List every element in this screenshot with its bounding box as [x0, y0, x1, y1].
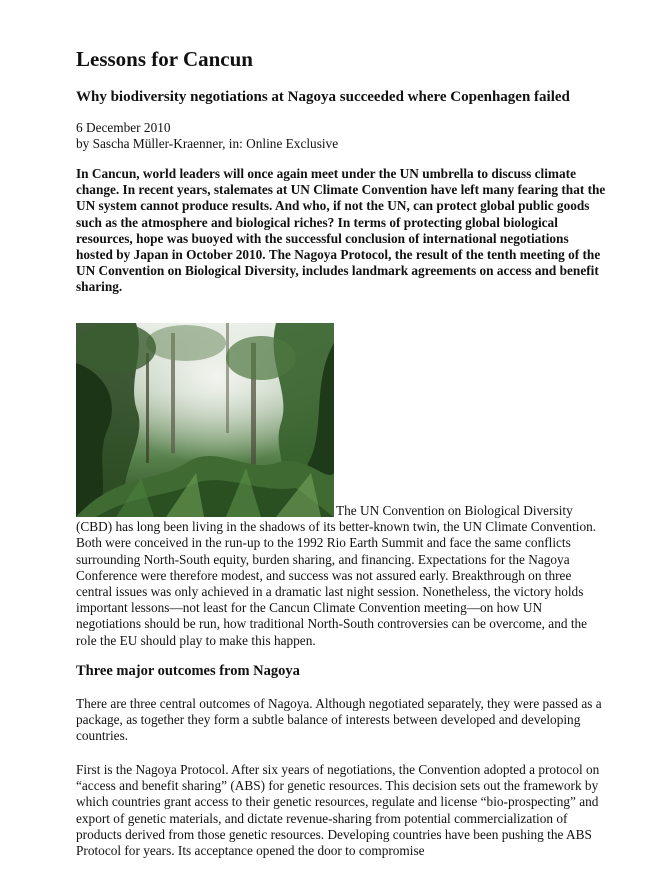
article-paragraph-2: There are three central outcomes of Nagoya. Although negotiated separately, they were passed as a package, as together they form a subtle balance of interests between developed and developing countries.: [76, 696, 602, 744]
article-title: Lessons for Cancun: [76, 47, 253, 71]
section-heading: Three major outcomes from Nagoya: [76, 663, 300, 679]
article-date: 6 December 2010: [76, 120, 171, 135]
article-body-intro: [76, 323, 606, 649]
article-paragraph-3: First is the Nagoya Protocol. After six years of negotiations, the Convention adopted a protocol on “access and benefit sharing” (ABS) for genetic resources. This decision sets out the framework by which countries grant access to their genetic resources, regulate and license “bio-prospecting” and export of genetic materials, and dictate revenue-sharing from potential commercialization of products derived from those genetic resources. Developing countries have been pushing the ABS Protocol for years. Its acceptance opened the door to compromise: [76, 762, 600, 859]
article-meta: [76, 120, 338, 152]
article-paragraph-1: The UN Convention on Biological Diversity (CBD) has long been living in the shadows of its better-known twin, the UN Climate Convention. Both were conceived in the run-up to the 1992 Rio Earth Summit and face the same conflicts surrounding North-South equity, burden sharing, and financing. Expectations for the Nagoya Conference were therefore modest, and success was not assured early. Breakthrough on three central issues was only achieved in a dramatic last night session. Nonetheless, the victory holds important lessons—not least for the Cancun Climate Convention meeting—on how UN negotiations should be run, how traditional North-South controversies can be overcome, and the role the EU should play to make this happen.: [76, 503, 597, 648]
rainforest-photo: [76, 323, 334, 517]
article-subtitle: Why biodiversity negotiations at Nagoya succeeded where Copenhagen failed: [76, 89, 570, 105]
rainforest-image: [76, 323, 334, 517]
article-lead: In Cancun, world leaders will once again meet under the UN umbrella to discuss climate change. In recent years, stalemates at UN Climate Convention have left many fearing that the UN system cannot produce results. And who, if not the UN, can protect global public goods such as the atmosphere and biological riches? In terms of protecting global biological resources, hope was buoyed with the successful conclusion of international negotiations hosted by Japan in October 2010. The Nagoya Protocol, the result of the tenth meeting of the UN Convention on Biological Diversity, includes landmark agreements on access and benefit sharing.: [76, 166, 606, 295]
article-byline: by Sascha Müller-Kraenner, in: Online Exclusive: [76, 136, 339, 151]
